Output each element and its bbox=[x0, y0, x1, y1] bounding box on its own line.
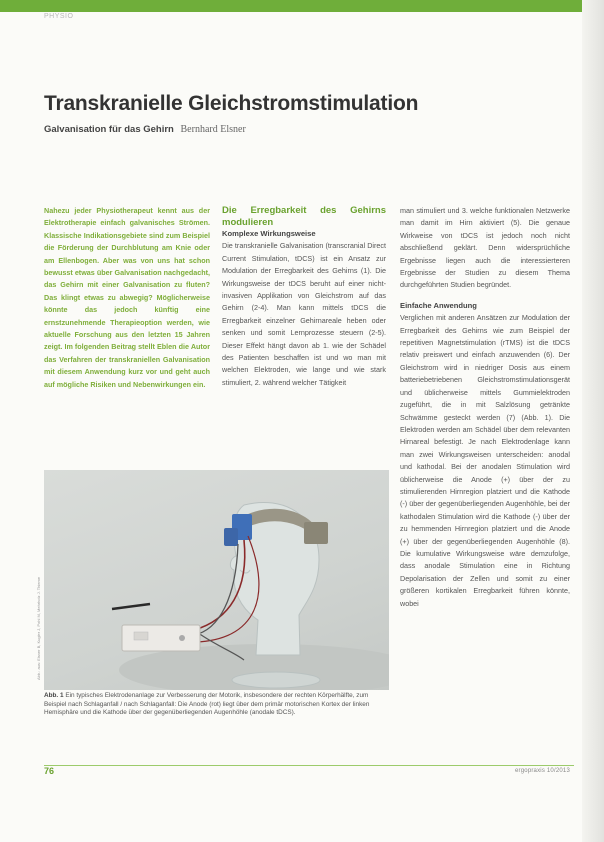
author-name: Bernhard Elsner bbox=[180, 124, 246, 135]
body-paragraph: man stimuliert und 3. welche funktionalen Netzwerke man damit im Hirn aktiviert (5). Die genaue Wirkweise von tDCS ist jedoch noch nicht abschließend geklärt. Denn widersprüchliche Ergebnisse liegen auch die interessierteren Ergebnisse der Studien zu diesem Thema durchgeführten Studien begründet. bbox=[400, 206, 570, 290]
body-paragraph: Verglichen mit anderen Ansätzen zur Modulation der Erregbarkeit des Gehirns wie zum Beispiel der repetitiven Magnetstimulation (rTMS) ist die tDCS relativ preiswert und einfach anzuwenden (6). Der Gleichstrom wird in niedriger Dosis aus einem batteriebetriebenen Gleichstromstimulationsgerät und üblicherweise mittels Gummielektroden zugeführt, die in mit Salzlösung getränkte Schwämme gesteckt werden (7) (Abb. 1). Die Elektroden werden am Schädel über dem relevanten Hirnareal befestigt. Je nach Elektrodenlage kann man zwei Wirkungsweisen unterscheiden: anodal und kathodal. Bei der anodalen Stimulation wird üblicherweise die Anode (+) über der zu stimulierenden Hirnregion platziert und die Kathode (-) über der gegenüberliegenden Augenhöhle, bei der kathodalen Stimulation wird die Kathode (-) über der zu hemmenden Hirnregion platziert und die Anode (+) über der gegenüberliegenden Augenhöhle (8). Die kumulative Wirkungsweise wäre demzufolge, dass anodale Stimulation eine in Richtung Depolarisation der Zellen und somit zu einer größeren kortikalen Erregbarkeit führen könnte, wobei bbox=[400, 313, 570, 608]
running-head: PHYSIO bbox=[44, 13, 74, 20]
top-color-bar bbox=[0, 0, 604, 12]
subheading-einfache-anwendung: Einfache Anwendung bbox=[400, 300, 477, 310]
footer-divider bbox=[44, 765, 574, 766]
caption-label: Abb. 1 bbox=[44, 692, 64, 699]
body-paragraph: Die transkranielle Galvanisation (transcranial Direct Current Stimulation, tDCS) ist ein Ansatz zur Modulation der Erregbarkeit des Gehirns (1). Die Wirkungsweise der tDCS beruht auf einer nicht-invasiven Applikation von Gleichstrom auf das Gehirn (2-4). Man kann mittels tDCS die Erregbarkeit einzelner Gehirnareale heben oder senken und somit Lernprozesse steuern (2-5). Dieser Effekt hängt davon ab 1. wie der Schädel des Patienten beschaffen ist und wo man mit welchen Elektroden, wie lange und wie stark stimuliert, 2. während welcher Tätigkeit bbox=[222, 241, 386, 387]
caption-text: Ein typisches Elektrodenanlage zur Verbesserung der Motorik, insbesondere der rechten Körperhälfte, zum Beispiel nach Schlaganfall / nach Schlaganfall: Die Anode (rot) liegt über dem primär motorischen Kortex der linken Hemisphäre und die Kathode über der gegenüberliegenden Augenhöhle (anodale tDCS). bbox=[44, 692, 370, 717]
middle-column bbox=[222, 205, 386, 389]
article-subtitle bbox=[44, 124, 246, 135]
subheading-komplexe-wirkungsweise: Komplexe Wirkungsweise bbox=[222, 229, 316, 238]
section-heading: Die Erregbarkeit des Gehirns modulieren bbox=[222, 205, 386, 228]
figure-caption bbox=[44, 692, 389, 718]
photo-credit: Abb.: aus: Elsner B, Kugler J, Pohl M, Mehrholz J. Thieme bbox=[36, 576, 41, 680]
footer-journal: ergopraxis 10/2013 bbox=[515, 768, 570, 774]
intro-text: Nahezu jeder Physiotherapeut kennt aus der Elektrotherapie einfach galvanisches Strömen. Klassische Indikationsgebiete sind zum Beispiel die Förderung der Durchblutung am Knie oder am Ellenbogen. Aber was von uns hat schon bewusst etwas über Galvanisation nachgedacht, das Gehirn mit einer Galvanisation zu fluten? Das klingt etwas zu abwegig? Möglicherweise könnte das jedoch künftig eine ernstzunehmende Therapieoption werden, wie aktuelle Forschung aus den letzten 15 Jahren zeigt. Im folgenden Beitrag stellt Eblen die Autor das Verfahren der transkraniellen Galvanisation mit diesem Anwendung kurz vor und geht auch auf mögliche Risiken und Nebenwirkungen ein. bbox=[44, 206, 210, 389]
subtitle-text: Galvanisation für das Gehirn bbox=[44, 124, 174, 135]
page-edge-shadow bbox=[582, 0, 604, 842]
page-number: 76 bbox=[44, 766, 55, 776]
figure-photo bbox=[44, 470, 389, 690]
article-title: Transkranielle Gleichstromstimulation bbox=[44, 92, 419, 115]
tdcs-setup-illustration bbox=[44, 470, 389, 690]
right-column bbox=[400, 205, 570, 610]
intro-column bbox=[44, 205, 210, 391]
